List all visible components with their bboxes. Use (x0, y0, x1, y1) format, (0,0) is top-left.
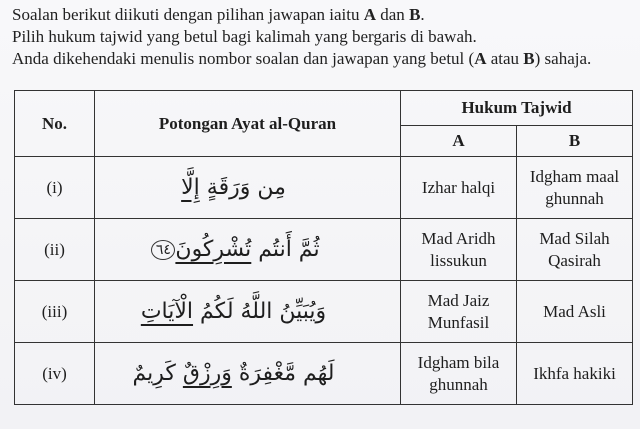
question-number: (i) (15, 157, 95, 219)
header-no: No. (15, 91, 95, 157)
quran-verse-excerpt (95, 343, 401, 405)
answer-option-a (401, 343, 517, 405)
instruction-line-1 (12, 4, 632, 26)
instructions (12, 4, 632, 70)
option-b-label: B (523, 49, 535, 68)
instruction-text: . (420, 5, 425, 24)
option-b-label: B (409, 5, 421, 24)
answer-text-line: Mad Aridh (421, 228, 496, 248)
answer-text-line: lissukun (430, 250, 487, 270)
answer-option-a (401, 157, 517, 219)
table-header-row (15, 91, 633, 126)
quran-verse-excerpt (95, 281, 401, 343)
instruction-text: dan (376, 5, 410, 24)
verse-text: كَرِيمٌ (132, 361, 183, 386)
answer-text-line: Izhar halqi (421, 177, 496, 197)
answer-text-line: Mad Asli (543, 301, 606, 321)
answer-option-b (517, 157, 633, 219)
verse-text: لَهُم مَّغْفِرَةٌ (231, 361, 335, 386)
instruction-line-2: Pilih hukum tajwid yang betul bagi kalimah yang bergaris di bawah. (12, 27, 477, 46)
header-hukum-tajwid: Hukum Tajwid (401, 91, 633, 126)
question-number: (iv) (15, 343, 95, 405)
verse-number-mark: ٦٤ (151, 240, 175, 260)
answer-option-b (517, 219, 633, 281)
answer-option-b (517, 343, 633, 405)
table-row (15, 157, 633, 219)
verse-text: ثُمَّ أَنتُم (251, 237, 320, 262)
option-a-label: A (474, 49, 487, 68)
verse-text: مِن وَرَقَةٍ (199, 175, 286, 200)
answer-option-a (401, 219, 517, 281)
instruction-text: ) sahaja. (534, 49, 592, 68)
quran-verse-excerpt (95, 157, 401, 219)
table-row (15, 281, 633, 343)
instruction-text: Soalan berikut diikuti dengan pilihan jawapan iaitu (12, 5, 364, 24)
answer-option-a (401, 281, 517, 343)
instruction-text: Anda dikehendaki menulis nombor soalan dan jawapan yang betul ( (12, 49, 475, 68)
underlined-word: الْآيَاتِ (140, 299, 194, 324)
instruction-line-3 (12, 48, 632, 70)
answer-text-line: Ikhfa hakiki (533, 363, 616, 383)
option-a-label: A (363, 5, 377, 24)
quran-verse-excerpt (95, 219, 401, 281)
answer-text-line: ghunnah (545, 188, 604, 208)
answer-text-line: Idgham maal (529, 166, 620, 186)
question-number: (ii) (15, 219, 95, 281)
instruction-text: atau (486, 49, 524, 68)
header-ayat: Potongan Ayat al-Quran (95, 91, 401, 157)
underlined-word: تُشْرِكُونَ (175, 237, 252, 262)
verse-text: وَيُبَيِّنُ اللَّهُ لَكُمُ (193, 299, 327, 324)
answer-text-line: Mad Silah (539, 228, 610, 248)
tajwid-table (14, 90, 633, 405)
answer-text-line: Qasirah (548, 250, 601, 270)
answer-text-line: ghunnah (429, 374, 488, 394)
header-option-a: A (401, 126, 517, 157)
answer-text-line: Munfasil (427, 312, 490, 332)
table-row (15, 343, 633, 405)
underlined-word: إِلَّا (181, 175, 200, 200)
table-row (15, 219, 633, 281)
answer-option-b (517, 281, 633, 343)
answer-text-line: Mad Jaiz (427, 290, 490, 310)
underlined-word: وَرِزْقٌ (182, 361, 232, 386)
answer-text-line: Idgham bila (417, 352, 500, 372)
question-number: (iii) (15, 281, 95, 343)
header-option-b: B (517, 126, 633, 157)
